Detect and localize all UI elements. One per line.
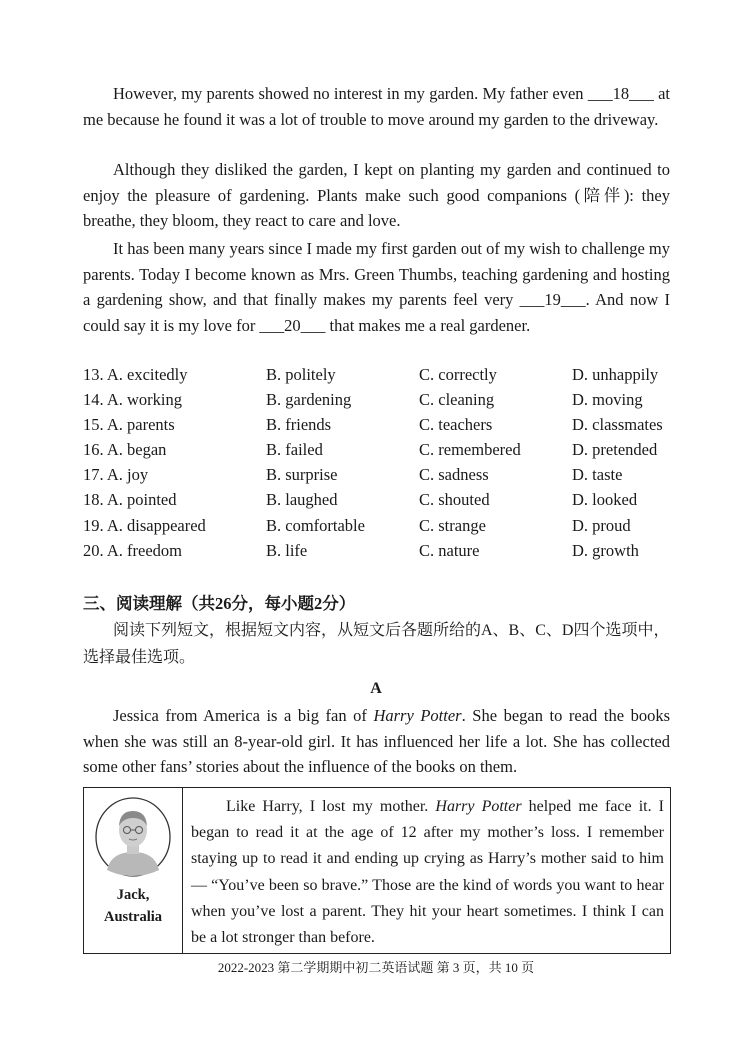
option-c: C. sadness xyxy=(419,465,489,485)
option-b: B. laughed xyxy=(266,490,338,510)
option-c: C. strange xyxy=(419,515,486,535)
option-d: D. looked xyxy=(572,490,638,510)
option-c: C. nature xyxy=(419,540,480,560)
option-row-20 xyxy=(83,538,683,563)
story-table xyxy=(83,787,671,954)
option-a: 16. A. began xyxy=(83,440,167,460)
option-a: 18. A. pointed xyxy=(83,490,177,510)
paragraph-1: However, my parents showed no interest in my garden. My father even ___18___ at me because he found it was a lot of trouble to move around my garden to the driveway. xyxy=(83,84,670,129)
option-d: D. classmates xyxy=(572,415,663,435)
option-row-19 xyxy=(83,513,683,538)
passage-label: A xyxy=(370,680,382,697)
option-d: D. growth xyxy=(572,540,639,560)
option-a: 14. A. working xyxy=(83,390,182,410)
page-footer: 2022-2023 第二学期期中初二英语试题 第 3 页，共 10 页 xyxy=(217,960,535,975)
option-a: 13. A. excitedly xyxy=(83,365,188,384)
option-c: C. remembered xyxy=(419,440,521,460)
option-c: C. teachers xyxy=(419,415,493,435)
option-d: D. taste xyxy=(572,465,623,485)
paragraph-3: It has been many years since I made my first garden out of my wish to challenge my parents. Today I become known as Mrs. Green Thumbs, teaching gardening and hosting a gardening show, and that finally makes my parents feel very ___19___. And now I could say it is my love for ___20___ that makes me a real gardener. xyxy=(83,239,670,335)
section-instruction: 阅读下列短文，根据短文内容，从短文后各题所给的A、B、C、D四个选项中，选择最佳选项。 xyxy=(83,622,670,666)
option-row-14 xyxy=(83,387,683,412)
story-text: Like Harry, I lost my mother. Harry Potter helped me face it. I began to read it at the age of 12 after my mother’s loss. I remember staying up to read it and ending up crying as Harry’s mother said to him — “You’ve been so brave.” Those are the kind of words you want to hear when you’ve lost a parent. They hit your heart sometimes. I think I can be a lot stronger than before. xyxy=(183,788,671,954)
book-title: Harry Potter xyxy=(435,798,522,815)
story-author-cell xyxy=(84,788,183,954)
option-b: B. gardening xyxy=(266,390,352,410)
option-row-15 xyxy=(83,412,683,437)
option-a: 17. A. joy xyxy=(83,465,149,485)
answer-options xyxy=(83,362,683,563)
avatar-icon xyxy=(93,796,173,878)
option-row-18 xyxy=(83,487,683,512)
option-c: C. cleaning xyxy=(419,390,495,410)
story-row xyxy=(84,788,671,954)
option-b: B. failed xyxy=(266,440,323,460)
option-b: B. comfortable xyxy=(266,515,365,535)
passage-intro: Jessica from America is a big fan of Harry Potter. She began to read the books when she was still an 8-year-old girl. It has influenced her life a lot. She has collected some other fans’ stories about the influence of the books on them. xyxy=(83,706,671,776)
paragraph-2: Although they disliked the garden, I kept on planting my garden and continued to enjoy the pleasure of gardening. Plants make such good companions (陪伴): they breathe, they bloom, they react to care and love. xyxy=(83,160,670,230)
option-d: D. unhappily xyxy=(572,365,659,384)
option-b: B. politely xyxy=(266,365,336,384)
option-d: D. moving xyxy=(572,390,643,410)
option-b: B. life xyxy=(266,540,308,560)
option-a: 20. A. freedom xyxy=(83,540,182,560)
option-row-17 xyxy=(83,462,683,487)
author-country: Australia xyxy=(104,909,162,925)
option-row-13 xyxy=(83,362,683,387)
section-title: 三、阅读理解（共26分，每小题2分） xyxy=(83,594,356,613)
option-d: D. pretended xyxy=(572,440,658,460)
option-a: 15. A. parents xyxy=(83,415,175,435)
option-a: 19. A. disappeared xyxy=(83,515,206,535)
book-title: Harry Potter xyxy=(373,706,462,725)
option-c: C. correctly xyxy=(419,365,497,384)
option-b: B. friends xyxy=(266,415,332,435)
option-d: D. proud xyxy=(572,515,631,535)
option-row-16 xyxy=(83,437,683,462)
option-b: B. surprise xyxy=(266,465,338,485)
option-c: C. shouted xyxy=(419,490,490,510)
author-name: Jack, xyxy=(116,887,150,903)
